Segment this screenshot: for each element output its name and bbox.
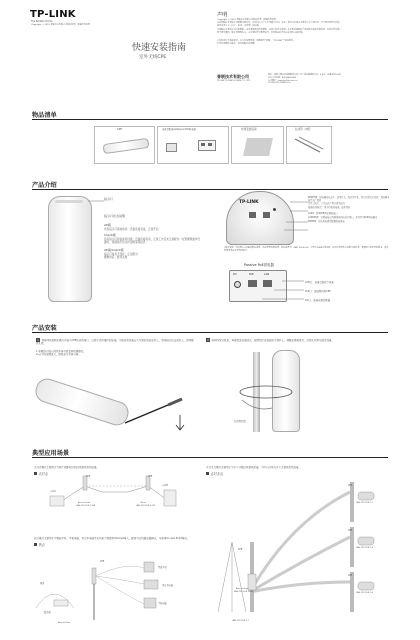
install-step-2 — [206, 338, 388, 342]
statement-line: 未经普联技术有限公司明确书面许可，任何单位或个人不得擅自仿制、复制、誊抄或转译本手册部分或全部内容，且不得以营利为目的 — [217, 21, 340, 24]
ap-client-mode-label: AP模/Client模 — [104, 248, 124, 253]
ap-mode-tag: Access Point — [78, 502, 91, 504]
company-web: 公司网址：www.tp-link.com.cn — [268, 79, 298, 82]
statement-note: 安装前请先下载并阅读，在安装和使用前，请确保有"普联"、"TP-LINK"产品和附件， — [217, 40, 296, 43]
lan2-port-icon — [263, 212, 270, 218]
packing-item-label: CPE — [117, 128, 123, 131]
company-name: 普联技术有限公司 — [217, 74, 249, 79]
p2mp-cpe-3: CPE — [348, 574, 353, 577]
hotspot-cpe-label: CPE — [100, 560, 105, 563]
callout-lines — [290, 198, 310, 238]
poe-injector-device — [229, 270, 287, 302]
product-intro-title: 产品介绍 — [32, 182, 57, 189]
ap-lan-tag: LAN:192.168.1.254 — [76, 505, 96, 507]
callout-line — [88, 200, 108, 202]
led-callout: 指示灯 — [104, 197, 114, 201]
reset-desc: RESET键：设备通电状态下，使用针头，按住复位孔，指示灯熄灭后松开，设备即可恢复出厂设置 — [308, 196, 390, 202]
statement-line: Copyright © 2015 普联技术有限公司版权所有，保留所有权利 — [217, 19, 276, 21]
statement-line: 为普联技术有限公司注册商标。本手册提及的所有商标，由各自所有人拥有。本手册所提到的产品规格和资讯仅供参考，如有内容更新， — [217, 29, 342, 32]
brand-logo: TP-LINK — [30, 9, 76, 20]
cpe-label: CPE — [86, 475, 91, 478]
led-status-heading: 指示灯状态说明 — [104, 214, 126, 218]
poe-port-icon — [248, 280, 257, 287]
packing-item-label: 快速安装指南 — [241, 128, 257, 131]
scenario-3-desc: 热点模式主要用于为智能手机、平板电脑、笔记本电脑等无线客户端提供Internet接入，配置为无线路由器模式，可使用Access Point模式。 — [34, 537, 190, 540]
cpe-bottom-view — [226, 191, 294, 245]
step-1-sub-2: 2.向下按压螺丝刀，使底盖与壳体分离。 — [36, 352, 81, 356]
p2mp-ap-lan: LAN:192.168.1.254 — [234, 591, 254, 593]
ap-mode-label: AP模 — [104, 222, 111, 227]
cpe-label: CPE — [148, 475, 153, 478]
lan1-desc: LAN1：提供PoE供电网络接口 — [308, 211, 338, 215]
ap-client-mode-desc2: 要修改后：配对失败 — [104, 256, 128, 260]
brand-tagline: The Reliable Choice — [31, 20, 53, 23]
ground-desc: 接地孔/地防雷：用于将机壳接地，保护设备 — [308, 205, 351, 209]
statement-line: 恕不另行通知。除非有特殊约定，本手册仅作为使用指导，所作陈述均不构成任何形式的担保。 — [217, 32, 305, 35]
cable-tie-icon — [287, 127, 331, 163]
hotspot-ap-tag: Access Point — [58, 622, 71, 624]
scenario-marker-icon — [34, 543, 37, 546]
statement-line: 进行任何方式（电子、影印、录制等）的传播。 — [217, 24, 261, 27]
packing-item-label: 电源适配器+Passive PoE供电器 — [162, 128, 196, 131]
power-desc: POWER：可使用电源适配器直接供电 — [308, 220, 345, 224]
packing-item-cpe — [94, 126, 155, 164]
router-label: 路由器 — [44, 611, 51, 614]
p2mp-center-lan: LAN:192.168.1.1 — [232, 620, 249, 622]
packing-item-adapter — [157, 126, 229, 164]
p2mp-cpe-center: CPE — [238, 548, 243, 551]
guide-title: 快速安装指南 — [132, 43, 187, 53]
company-contacts — [268, 74, 388, 85]
poe-injector-title: Passive PoE供电器 — [244, 263, 274, 267]
p2mp-cpe-1: CPE — [348, 484, 353, 487]
laptop-label: 笔记本电脑 — [162, 584, 173, 587]
p2mp-lan-1: LAN:192.168.1.2 — [356, 502, 373, 504]
packing-list-title: 物品清单 — [32, 112, 57, 119]
cable-tie-wrap-icon — [236, 378, 296, 418]
reset-desc-2: 复位完成后，产品以出厂默认配置运行 — [308, 201, 346, 205]
rj45-port-icon — [208, 143, 212, 146]
scenario-hotspot-heading: 热点 — [34, 531, 45, 550]
p2mp-cpe-2: CPE — [348, 529, 353, 532]
poe-injector-icon — [198, 140, 216, 151]
area-b-label: 小区B — [162, 484, 168, 487]
device-logo: TP-LINK — [239, 200, 259, 205]
poe-callout-lines — [284, 275, 306, 305]
guide-booklet-icon — [243, 138, 273, 156]
area-a-label: 小区A — [50, 490, 56, 493]
scenario-marker-icon — [34, 472, 37, 475]
packing-item-cable-ties — [286, 126, 332, 164]
indicator-led-icon — [55, 200, 83, 203]
scenario-point-to-multipoint-heading: 点对多点 — [206, 460, 223, 479]
lan2-desc: LAN2/PoE：可供连接有线网络设备的以太网口，也可作为PoE供电输出 — [308, 215, 378, 219]
company-address: 地址：深圳市南山区深南路科技园工业厂房24栋南段1层、3-5层、28栋北段1-4层 — [268, 74, 341, 76]
client-lan-tag: LAN:192.168.1.253 — [136, 505, 156, 507]
client-mode-label: Client模 — [104, 232, 116, 237]
client-mode-desc: 所有指示灯同步常亮闪烁：设备连接有线，正常工作且未正常配对（在管理界面中设置时，将提供打包文件说明等等信息） — [104, 237, 200, 244]
power-adapter-icon — [166, 143, 177, 152]
lan-port-icon — [263, 280, 272, 287]
p2p-diagram — [40, 472, 200, 522]
lan1-port-icon — [249, 212, 256, 218]
dc-port-icon — [234, 281, 241, 288]
poe-port-descriptions — [305, 278, 334, 305]
scenario-1-desc: 点对点模式主要用于为两个相距较远的区域提供有线连接。 — [34, 466, 100, 469]
packing-item-label: 扎线带（2根） — [295, 128, 313, 131]
section-rule — [32, 332, 388, 333]
install-title: 产品安装 — [32, 325, 57, 332]
intro-note: *提示说明：要设置端口参数的默认设置，请在配置界面设置，默认设置为：MAC 00-00-00，分别为 RESET等功能，指示灯使用状态和附带资料等，普通用户请参考说明书，更改设置请务必参考官网指导。 — [224, 247, 389, 252]
p2mp-lan-3: LAN:192.168.1.4 — [356, 592, 373, 594]
rj45-port-icon — [201, 143, 205, 146]
internet-label: 网络 — [40, 582, 45, 585]
client-mode-tag: Client — [140, 502, 146, 504]
cover-copyright: Copyright © 2015 普联技术有限公司版权所有，保留所有权利 — [31, 24, 90, 26]
ap-mode-desc: 所有指示灯保持常亮：设备连接有线，正常开启 — [104, 227, 159, 231]
strap-label: 扎线带固定 — [234, 420, 246, 423]
port-label-lan: LAN — [264, 273, 270, 276]
tablet-label: 平板电脑 — [158, 602, 167, 605]
poe-dc-desc: DC口：连接电源适配器 — [305, 299, 331, 302]
hotspot-diagram — [34, 560, 204, 630]
company-hotline: 技术支持热线：400-8863-400 — [268, 76, 297, 79]
step-number-2: 2 — [207, 338, 209, 342]
packing-item-guide — [231, 126, 284, 164]
install-step-1 — [36, 338, 196, 356]
reset-hole-icon — [273, 208, 276, 211]
scenarios-title: 典型应用场景 — [32, 450, 70, 457]
step-number-1: 1 — [37, 338, 39, 342]
cpe-device-icon — [103, 138, 150, 154]
section-rule — [32, 189, 388, 190]
step-2-text: 将网线穿过底盖，再将底盖安装回去，按照图示安装固定于抱杆上，调整正确角度后，拧紧扎线带以固定设备。 — [211, 339, 335, 342]
screwdriver-icon — [120, 395, 190, 435]
section-rule — [32, 457, 388, 458]
step-1-sub-1: 1.将螺丝刀插入网线壳体与底盖间的缝隙处。 — [36, 349, 86, 353]
cpe-front-view — [48, 196, 92, 302]
poe-lan-desc: LAN口：连接交换机等设备 — [305, 281, 334, 284]
port-descriptions — [308, 197, 390, 224]
statement-body — [217, 19, 389, 46]
cpe-disassembly-illustration — [33, 376, 132, 428]
scenario-marker-icon — [206, 472, 209, 475]
scenario-point-to-point-heading: 点对点 — [34, 460, 48, 479]
smartphone-label: 智能手机 — [158, 566, 167, 569]
document-code: 7103501753 REV1.0.0 — [268, 82, 291, 85]
scenario-2-desc: 点对多点模式主要用于为多个分散区域提供桥接，为中心区域与多个点提供有线连接。 — [206, 466, 302, 469]
statement-note: 若有任何损坏或缺失，请及时联系经销商。 — [217, 42, 257, 45]
guide-subtitle: 室外无线CPE — [139, 55, 167, 60]
p2mp-lan-2: LAN:192.168.1.3 — [356, 547, 373, 549]
p2mp-ap-tag: Access Point — [236, 588, 249, 590]
section-rule — [32, 119, 388, 120]
ap-client-mode-desc: 指示灯常亮不变化：正在配对 — [104, 253, 138, 257]
poe-poe-desc: PoE口：连接网线到CPE — [305, 290, 331, 293]
led-status-description — [104, 215, 200, 260]
company-name-en: TP-LINK TECHNOLOGIES CO., LTD. — [217, 80, 251, 82]
step-1-text: 请将网线按照正确方式接入CPE机壳的接口，以便于后续维护的连接。为保证将设备长久可靠的安装在杆上，请将接头拉出或杆上，使用配件扎紧。 — [36, 339, 194, 346]
port-label-poe: PoE — [249, 273, 254, 276]
port-label-dc: DC — [233, 273, 237, 276]
statement-heading: 声明 — [217, 12, 228, 18]
